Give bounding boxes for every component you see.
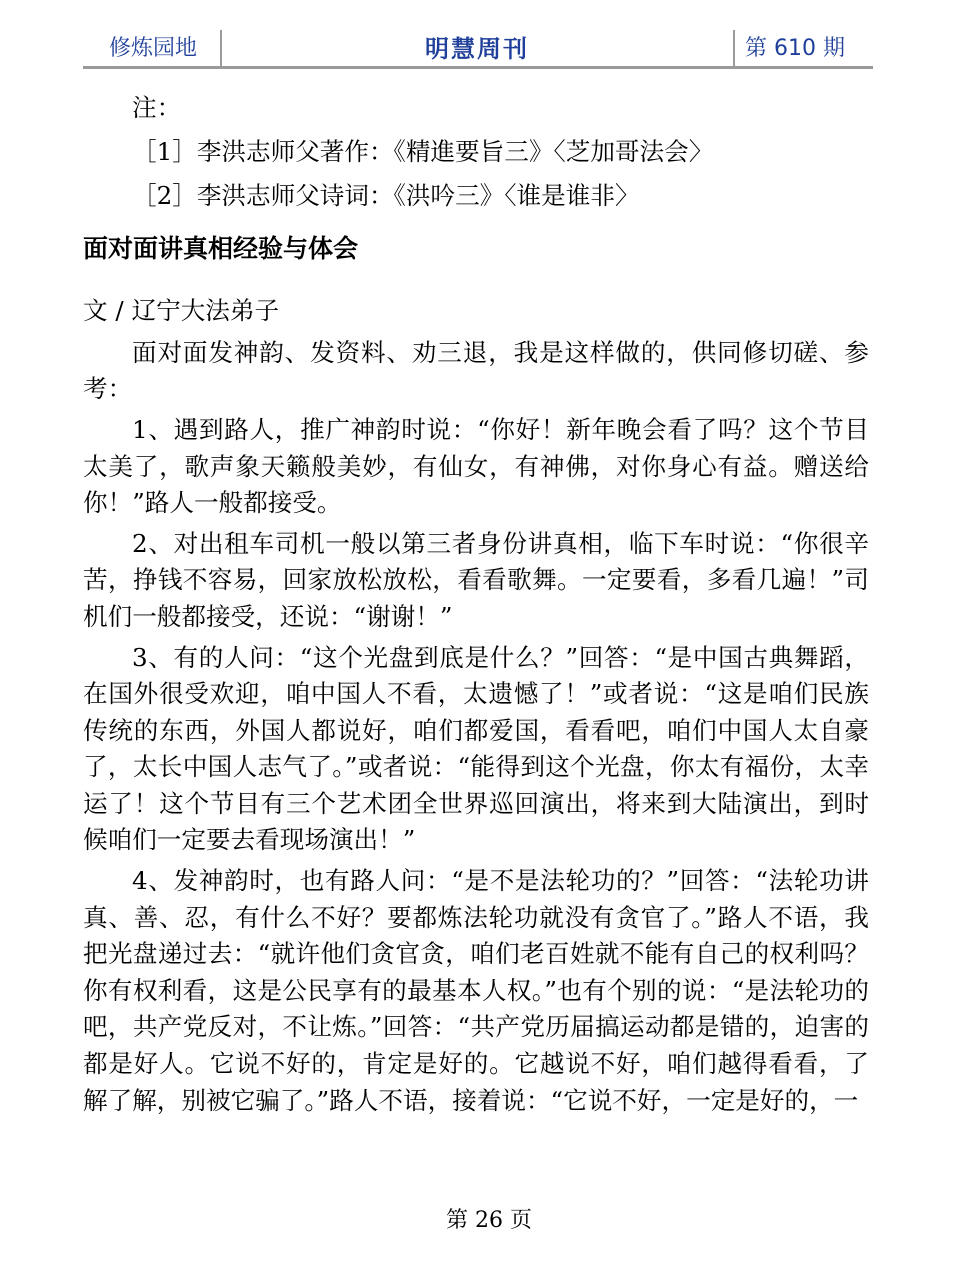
- header-issue-number: 第 610 期: [745, 35, 845, 61]
- note-item: ［2］李洪志师父诗词：《洪吟三》〈谁是谁非〉: [132, 181, 640, 210]
- article-paragraph: 4、发神韵时，也有路人问：“是不是法轮功的？”回答：“法轮功讲真、善、忍，有什么不好？要都炼法轮功就没有贪官了。”路人不语，我把光盘递过去：“就许他们贪官贪，咱们老百姓就不能有自己的权利吗？你有权利看，这是公民享有的最基本人权。”也有个别的说：“是法轮功的吧，共产党反对，不让炼。”回答：“共产党历届搞运动都是错的，迫害的都是好人。它说不好的，肯定是好的。它越说不好，咱们越得看看，了解了解，别被它骗了。”路人不语，接着说：“它说不好，一定是好的，一: [83, 866, 869, 1115]
- article-byline: 文 / 辽宁大法弟子: [83, 295, 280, 325]
- notes-section: [83, 86, 869, 218]
- header-section-label: 修炼园地: [109, 35, 198, 61]
- page-number: 第 26 页: [446, 1208, 532, 1233]
- note-item: ［1］李洪志师父著作：《精進要旨三》〈芝加哥法会〉: [132, 137, 714, 166]
- article-paragraph: 3、有的人问：“这个光盘到底是什么？”回答：“是中国古典舞蹈，在国外很受欢迎，咱中国人不看，太遗憾了！”或者说：“这是咱们民族传统的东西，外国人都说好，咱们都爱国，看看吧，咱们中国人太自豪了，太长中国人志气了。”或者说：“能得到这个光盘，你太有福份，太幸运了！这个节目有三个艺术团全世界巡回演出，将来到大陆演出，到时候咱们一定要去看现场演出！”: [83, 642, 869, 855]
- article-paragraph: 面对面发神韵、发资料、劝三退，我是这样做的，供同修切磋、参考：: [83, 337, 869, 404]
- page-content: [83, 86, 869, 1119]
- article-paragraph: 1、遇到路人，推广神韵时说：“你好！新年晚会看了吗？这个节目太美了，歌声象天籁般美妙，有仙女，有神佛，对你身心有益。赠送给你！”路人一般都接受。: [83, 414, 869, 518]
- page-footer: [0, 1207, 978, 1235]
- page-header: [83, 26, 873, 68]
- article: [83, 228, 869, 1119]
- article-paragraph: 2、对出租车司机一般以第三者身份讲真相，临下车时说：“你很辛苦，挣钱不容易，回家放松放松，看看歌舞。一定要看，多看几遍！”司机们一般都接受，还说：“谢谢！”: [83, 528, 869, 631]
- notes-label: 注：: [132, 93, 182, 122]
- article-title: 面对面讲真相经验与体会: [83, 234, 359, 263]
- header-publication-title: 明慧周刊: [425, 34, 529, 63]
- header-rule: [83, 66, 873, 69]
